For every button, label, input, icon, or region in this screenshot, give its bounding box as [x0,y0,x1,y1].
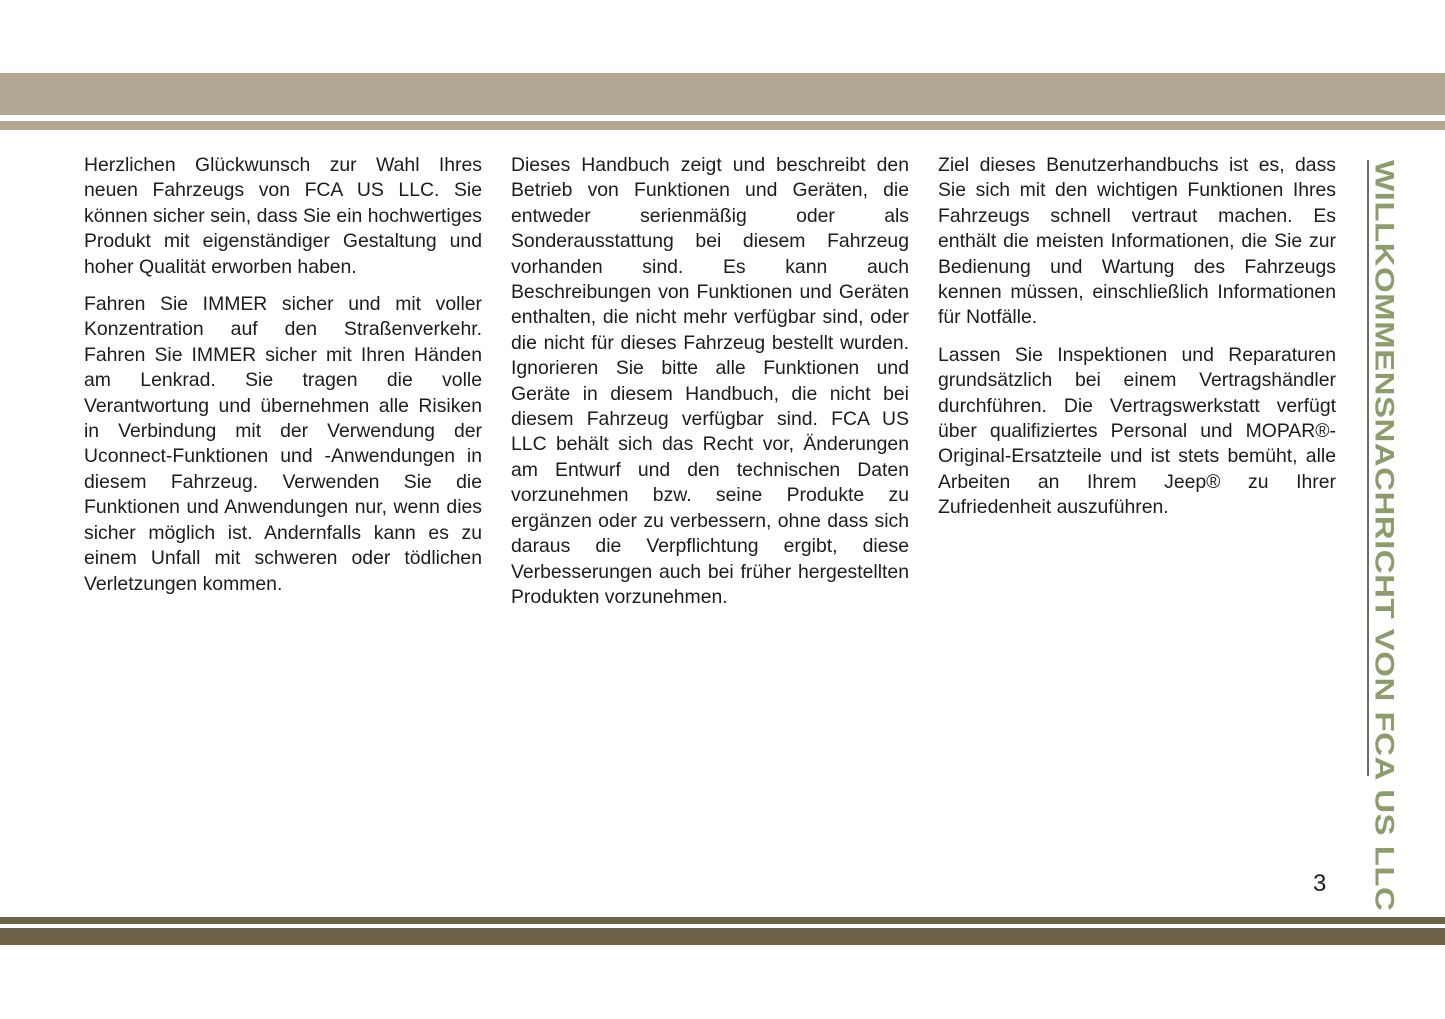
footer-stripe [0,917,1445,924]
paragraph: Lassen Sie Inspektionen und Reparaturen grundsätzlich bei einem Vertragshändler durchführen. Die Vertragswerkstatt verfügt über qualifiziertes Personal und MOPAR®-Original-Ersatzteile und ist stets bemüht, alle Arbeiten an Ihrem Jeep® zu Ihrer Zufriedenheit auszuführen. [938,343,1336,519]
paragraph: Dieses Handbuch zeigt und beschreibt den Betrieb von Funktionen und Geräten, die entweder serienmäßig oder als Sonderausstattung bei diesem Fahrzeug vorhanden sind. Es kann auch Beschreibungen von Funktionen und Geräten enthalten, die nicht mehr verfügbar sind, oder die nicht für dieses Fahrzeug bestellt wurden. Ignorieren Sie bitte alle Funktionen und Geräte in diesem Handbuch, die nicht bei diesem Fahrzeug verfügbar sind. FCA US LLC behält sich das Recht vor, Änderungen am Entwurf und den technischen Daten vorzunehmen bzw. seine Produkte zu ergänzen oder zu verbessern, ohne dass sich daraus die Verpflichtung ergibt, diese Verbesserungen auch bei früher hergestellten Produkten vorzunehmen. [511,154,909,608]
section-title: WILLKOMMENSNACHRICHT VON FCA US LLC [1369,160,1401,912]
header-band [0,73,1445,115]
section-side-title [1367,160,1407,912]
paragraph: Herzlichen Glückwunsch zur Wahl Ihres neuen Fahrzeugs von FCA US LLC. Sie können sicher sein, dass Sie ein hochwertiges Produkt mit eigenständiger Gestaltung und hoher Qualität erworben haben. [84,154,482,278]
page-number: 3 [1313,870,1327,897]
footer-band [0,928,1445,945]
header-stripe [0,121,1445,130]
text-column-1 [84,153,482,609]
text-column-2 [511,153,909,622]
paragraph: Ziel dieses Benutzerhandbuchs ist es, dass Sie sich mit den wichtigen Funktionen Ihres Fahrzeugs schnell vertraut machen. Es enthält die meisten Informationen, die Sie zur Bedienung und Wartung des Fahrzeugs kennen müssen, einschließlich Informationen für Notfälle. [938,154,1336,329]
paragraph: Fahren Sie IMMER sicher und mit voller Konzentration auf den Straßenverkehr. Fahren Sie IMMER sicher mit Ihren Händen am Lenkrad. Sie tragen die volle Verantwortung und übernehmen alle Risiken in Verbindung mit der Verwendung der Uconnect-Funktionen und -Anwendungen in diesem Fahrzeug. Verwenden Sie die Funktionen und Anwendungen nur, wenn dies sicher möglich ist. Andernfalls kann es zu einem Unfall mit schweren oder tödlichen Verletzungen kommen. [84,293,482,595]
text-column-3 [938,153,1336,533]
